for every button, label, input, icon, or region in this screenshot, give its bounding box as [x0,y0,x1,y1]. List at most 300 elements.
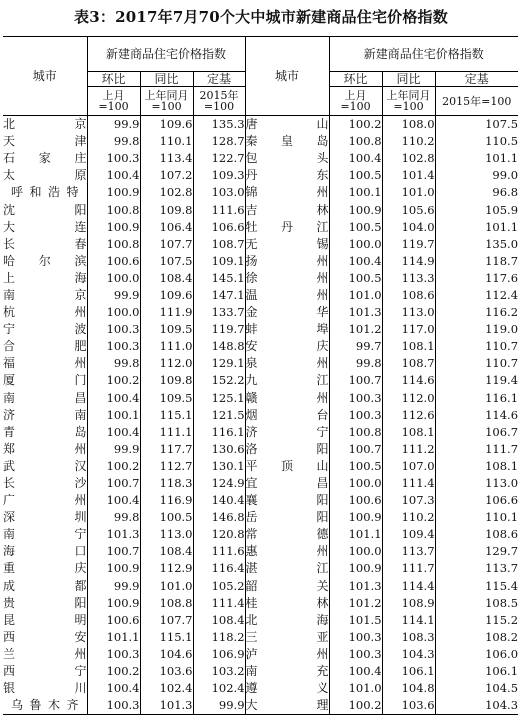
header-fixed-base-right: 2015年=100 [435,87,518,116]
mom-value: 100.2 [87,372,140,389]
city-name: 秦皇岛 [245,133,329,150]
mom-value: 100.9 [329,201,382,218]
yoy-value: 111.1 [140,424,193,441]
table-row [3,338,518,355]
city-name: 湛江 [245,560,329,577]
header-mom-base-right: 上月=100 [329,87,382,116]
base-value: 103.2 [193,663,245,680]
yoy-value: 114.6 [382,372,435,389]
table-row [3,595,518,612]
table-row [3,253,518,270]
yoy-value: 117.0 [382,321,435,338]
city-name: 北海 [245,612,329,629]
table-row [3,543,518,560]
table-row [3,680,518,697]
city-name: 遵义 [245,680,329,697]
yoy-value: 102.8 [140,184,193,201]
city-name: 金华 [245,304,329,321]
city-name: 宁波 [3,322,87,337]
mom-value: 100.9 [87,184,140,201]
city-name: 长春 [3,236,87,251]
mom-value: 100.3 [87,697,140,715]
mom-value: 100.3 [329,407,382,424]
base-value: 115.2 [435,612,518,629]
table-row [3,578,518,595]
yoy-value: 111.9 [140,304,193,321]
mom-value: 100.0 [87,270,140,287]
yoy-value: 109.5 [140,390,193,407]
mom-value: 101.1 [329,526,382,543]
base-value: 109.1 [193,253,245,270]
mom-value: 100.8 [87,236,140,253]
yoy-value: 103.6 [382,697,435,715]
city-name: 大理 [245,697,329,715]
base-value: 113.7 [435,560,518,577]
city-name: 韶关 [245,578,329,595]
yoy-value: 111.0 [140,338,193,355]
mom-value: 101.0 [329,287,382,304]
mom-value: 100.6 [329,492,382,509]
base-value: 96.8 [435,184,518,201]
city-name: 济宁 [245,424,329,441]
mom-value: 100.7 [87,475,140,492]
mom-value: 100.2 [87,458,140,475]
mom-value: 100.9 [87,219,140,236]
base-value: 113.0 [435,475,518,492]
price-index-table [3,36,518,715]
yoy-value: 108.4 [140,270,193,287]
table-row [3,612,518,629]
mom-value: 100.4 [87,390,140,407]
yoy-value: 107.2 [140,167,193,184]
mom-value: 100.9 [87,560,140,577]
header-base-left: 定基 [193,72,245,87]
base-value: 119.0 [435,321,518,338]
city-name: 西宁 [3,664,87,679]
mom-value: 101.0 [329,680,382,697]
table-row [3,167,518,184]
table-row [3,236,518,253]
city-name: 南昌 [3,390,87,405]
city-name: 大连 [3,219,87,234]
yoy-value: 112.9 [140,560,193,577]
mom-value: 100.4 [329,663,382,680]
base-value: 117.6 [435,270,518,287]
base-value: 108.7 [193,236,245,253]
yoy-value: 112.7 [140,458,193,475]
city-name: 青岛 [3,424,87,439]
city-name: 武汉 [3,458,87,473]
header-yoy-left: 同比 [140,72,193,87]
table-row [3,321,518,338]
base-value: 108.5 [435,595,518,612]
city-name: 常德 [245,526,329,543]
table-row [3,304,518,321]
city-name: 昆明 [3,612,87,627]
base-value: 106.1 [435,663,518,680]
mom-value: 101.2 [329,321,382,338]
city-name: 蚌埠 [245,321,329,338]
mom-value: 99.9 [87,116,140,134]
city-name: 厦门 [3,373,87,388]
yoy-value: 109.8 [140,372,193,389]
table-row [3,697,518,715]
yoy-value: 109.5 [140,321,193,338]
base-value: 104.3 [435,697,518,715]
base-value: 130.6 [193,441,245,458]
city-name: 宜昌 [245,475,329,492]
mom-value: 100.5 [329,458,382,475]
base-value: 119.7 [193,321,245,338]
table-row [3,458,518,475]
city-name: 平顶山 [245,458,329,475]
city-name: 赣州 [245,390,329,407]
city-name: 深圳 [3,510,87,525]
mom-value: 100.8 [87,201,140,218]
city-name: 包头 [245,150,329,167]
base-value: 107.5 [435,116,518,134]
yoy-value: 101.3 [140,697,193,715]
city-name: 惠州 [245,543,329,560]
mom-value: 100.9 [329,560,382,577]
yoy-value: 108.6 [382,287,435,304]
city-name: 牡丹江 [245,219,329,236]
base-value: 111.4 [193,595,245,612]
city-name: 银川 [3,681,87,696]
header-group-right: 新建商品住宅价格指数 [329,37,518,72]
header-mom-left: 环比 [87,72,140,87]
base-value: 118.2 [193,629,245,646]
base-value: 145.1 [193,270,245,287]
city-name: 徐州 [245,270,329,287]
mom-value: 100.4 [87,167,140,184]
mom-value: 100.4 [87,424,140,441]
mom-value: 99.8 [329,355,382,372]
yoy-value: 108.1 [382,338,435,355]
mom-value: 99.8 [87,355,140,372]
mom-value: 99.9 [87,578,140,595]
base-value: 148.8 [193,338,245,355]
mom-value: 100.7 [329,441,382,458]
city-name: 郑州 [3,441,87,456]
mom-value: 100.2 [329,697,382,715]
yoy-value: 118.3 [140,475,193,492]
city-name: 泸州 [245,646,329,663]
mom-value: 100.0 [329,236,382,253]
city-name: 丹东 [245,167,329,184]
city-name: 沈阳 [3,202,87,217]
mom-value: 100.3 [329,646,382,663]
table-title: 表3：2017年7月70个大中城市新建商品住宅价格指数 [74,8,448,26]
base-value: 109.3 [193,167,245,184]
yoy-value: 109.6 [140,116,193,134]
yoy-value: 114.1 [382,612,435,629]
mom-value: 100.6 [87,253,140,270]
mom-value: 100.3 [87,338,140,355]
yoy-value: 107.3 [382,492,435,509]
city-name: 济南 [3,407,87,422]
yoy-value: 100.5 [140,509,193,526]
mom-value: 100.6 [87,612,140,629]
base-value: 128.7 [193,133,245,150]
city-name: 南充 [245,663,329,680]
base-value: 133.7 [193,304,245,321]
mom-value: 101.3 [329,304,382,321]
yoy-value: 113.0 [382,304,435,321]
yoy-value: 101.4 [382,167,435,184]
table-row [3,372,518,389]
base-value: 147.1 [193,287,245,304]
mom-value: 100.5 [329,167,382,184]
mom-value: 100.1 [329,184,382,201]
base-value: 124.9 [193,475,245,492]
base-value: 116.4 [193,560,245,577]
yoy-value: 111.4 [382,475,435,492]
base-value: 110.7 [435,338,518,355]
base-value: 116.2 [435,304,518,321]
yoy-value: 116.9 [140,492,193,509]
city-name: 北京 [3,117,87,132]
base-value: 111.7 [435,441,518,458]
mom-value: 101.3 [329,578,382,595]
city-name: 西安 [3,629,87,644]
mom-value: 100.9 [329,509,382,526]
mom-value: 100.5 [329,270,382,287]
base-value: 111.6 [193,201,245,218]
mom-value: 100.4 [87,680,140,697]
city-name: 烟台 [245,407,329,424]
yoy-value: 112.0 [382,390,435,407]
city-name: 海口 [3,544,87,559]
mom-value: 100.4 [329,253,382,270]
city-name: 岳阳 [245,509,329,526]
base-value: 110.7 [435,355,518,372]
mom-value: 99.8 [87,133,140,150]
mom-value: 99.7 [329,338,382,355]
table-row [3,629,518,646]
table-row [3,441,518,458]
mom-value: 99.9 [87,441,140,458]
base-value: 108.1 [435,458,518,475]
base-value: 111.6 [193,543,245,560]
city-name: 广州 [3,493,87,508]
header-mom-base-left: 上月=100 [87,87,140,116]
mom-value: 100.0 [329,475,382,492]
city-name: 无锡 [245,236,329,253]
yoy-value: 113.4 [140,150,193,167]
yoy-value: 108.3 [382,629,435,646]
city-name: 石家庄 [3,151,87,166]
city-name: 福州 [3,356,87,371]
base-value: 121.5 [193,407,245,424]
base-value: 122.7 [193,150,245,167]
yoy-value: 110.2 [382,509,435,526]
mom-value: 100.7 [87,543,140,560]
base-value: 130.1 [193,458,245,475]
yoy-value: 113.7 [382,543,435,560]
mom-value: 100.0 [87,304,140,321]
city-name: 扬州 [245,253,329,270]
mom-value: 101.3 [87,526,140,543]
mom-value: 100.1 [87,407,140,424]
table-row [3,270,518,287]
yoy-value: 104.3 [382,646,435,663]
yoy-value: 113.3 [382,270,435,287]
yoy-value: 107.7 [140,612,193,629]
base-value: 105.9 [435,201,518,218]
mom-value: 100.9 [87,595,140,612]
table-row [3,475,518,492]
table-row [3,560,518,577]
base-value: 129.7 [435,543,518,560]
city-name: 锦州 [245,184,329,201]
mom-value: 100.8 [329,133,382,150]
yoy-value: 108.0 [382,116,435,134]
table-row [3,150,518,167]
base-value: 125.1 [193,390,245,407]
mom-value: 100.3 [329,629,382,646]
yoy-value: 113.0 [140,526,193,543]
table-row [3,201,518,218]
header-group-left: 新建商品住宅价格指数 [87,37,245,72]
yoy-value: 104.6 [140,646,193,663]
base-value: 108.2 [435,629,518,646]
base-value: 106.9 [193,646,245,663]
yoy-value: 111.2 [382,441,435,458]
city-name: 重庆 [3,561,87,576]
base-value: 112.4 [435,287,518,304]
base-value: 99.9 [193,697,245,715]
city-name: 长沙 [3,476,87,491]
header-mom-right: 环比 [329,72,382,87]
city-name: 兰州 [3,646,87,661]
header-city-left: 城市 [3,37,87,116]
mom-value: 101.1 [87,629,140,646]
yoy-value: 107.7 [140,236,193,253]
base-value: 152.2 [193,372,245,389]
mom-value: 100.3 [329,390,382,407]
table-row [3,526,518,543]
base-value: 118.7 [435,253,518,270]
yoy-value: 112.6 [382,407,435,424]
table-row [3,184,518,201]
base-value: 101.1 [435,219,518,236]
mom-value: 100.8 [329,424,382,441]
base-value: 104.5 [435,680,518,697]
city-name: 安庆 [245,338,329,355]
yoy-value: 104.8 [382,680,435,697]
base-value: 106.7 [435,424,518,441]
base-value: 140.4 [193,492,245,509]
base-value: 110.5 [435,133,518,150]
yoy-value: 107.0 [382,458,435,475]
table-row [3,133,518,150]
mom-value: 100.4 [329,150,382,167]
table-row [3,355,518,372]
yoy-value: 112.0 [140,355,193,372]
base-value: 119.4 [435,372,518,389]
header-city-right: 城市 [245,37,329,116]
base-value: 101.1 [435,150,518,167]
mom-value: 100.3 [87,150,140,167]
base-value: 120.8 [193,526,245,543]
yoy-value: 115.1 [140,407,193,424]
base-value: 115.4 [435,578,518,595]
yoy-value: 108.8 [140,595,193,612]
mom-value: 99.9 [87,287,140,304]
base-value: 114.6 [435,407,518,424]
table-body [3,116,518,715]
mom-value: 100.3 [87,321,140,338]
yoy-value: 104.0 [382,219,435,236]
mom-value: 100.4 [87,492,140,509]
base-value: 105.2 [193,578,245,595]
table-row [3,407,518,424]
table-row [3,663,518,680]
yoy-value: 111.7 [382,560,435,577]
city-name: 天津 [3,134,87,149]
city-name: 杭州 [3,305,87,320]
mom-value: 100.3 [87,646,140,663]
city-name: 太原 [3,168,87,183]
mom-value: 100.2 [87,663,140,680]
table-row [3,219,518,236]
yoy-value: 102.8 [382,150,435,167]
header-yoy-base-right: 上年同月=100 [382,87,435,116]
city-name: 呼和浩特 [11,185,79,200]
table-row [3,116,518,134]
base-value: 108.4 [193,612,245,629]
base-value: 108.6 [435,526,518,543]
base-value: 106.0 [435,646,518,663]
table-row [3,509,518,526]
yoy-value: 103.6 [140,663,193,680]
yoy-value: 101.0 [140,578,193,595]
city-name: 桂林 [245,595,329,612]
city-name: 上海 [3,270,87,285]
city-name: 泉州 [245,355,329,372]
header-yoy-right: 同比 [382,72,435,87]
base-value: 116.1 [435,390,518,407]
city-name: 洛阳 [245,441,329,458]
base-value: 135.0 [435,236,518,253]
base-value: 106.6 [435,492,518,509]
mom-value: 101.2 [329,595,382,612]
yoy-value: 102.4 [140,680,193,697]
header-yoy-base-left: 上年同月=100 [140,87,193,116]
header-fixed-base-left: 2015年=100 [193,87,245,116]
yoy-value: 106.4 [140,219,193,236]
yoy-value: 109.4 [382,526,435,543]
yoy-value: 105.6 [382,201,435,218]
yoy-value: 108.7 [382,355,435,372]
base-value: 135.3 [193,116,245,134]
base-value: 99.0 [435,167,518,184]
city-name: 合肥 [3,339,87,354]
mom-value: 100.7 [329,372,382,389]
city-name: 三亚 [245,629,329,646]
city-name: 唐山 [245,116,329,134]
table-row [3,492,518,509]
yoy-value: 109.8 [140,201,193,218]
base-value: 102.4 [193,680,245,697]
yoy-value: 115.1 [140,629,193,646]
yoy-value: 109.6 [140,287,193,304]
table-row [3,646,518,663]
base-value: 116.1 [193,424,245,441]
city-name: 吉林 [245,201,329,218]
yoy-value: 114.9 [382,253,435,270]
